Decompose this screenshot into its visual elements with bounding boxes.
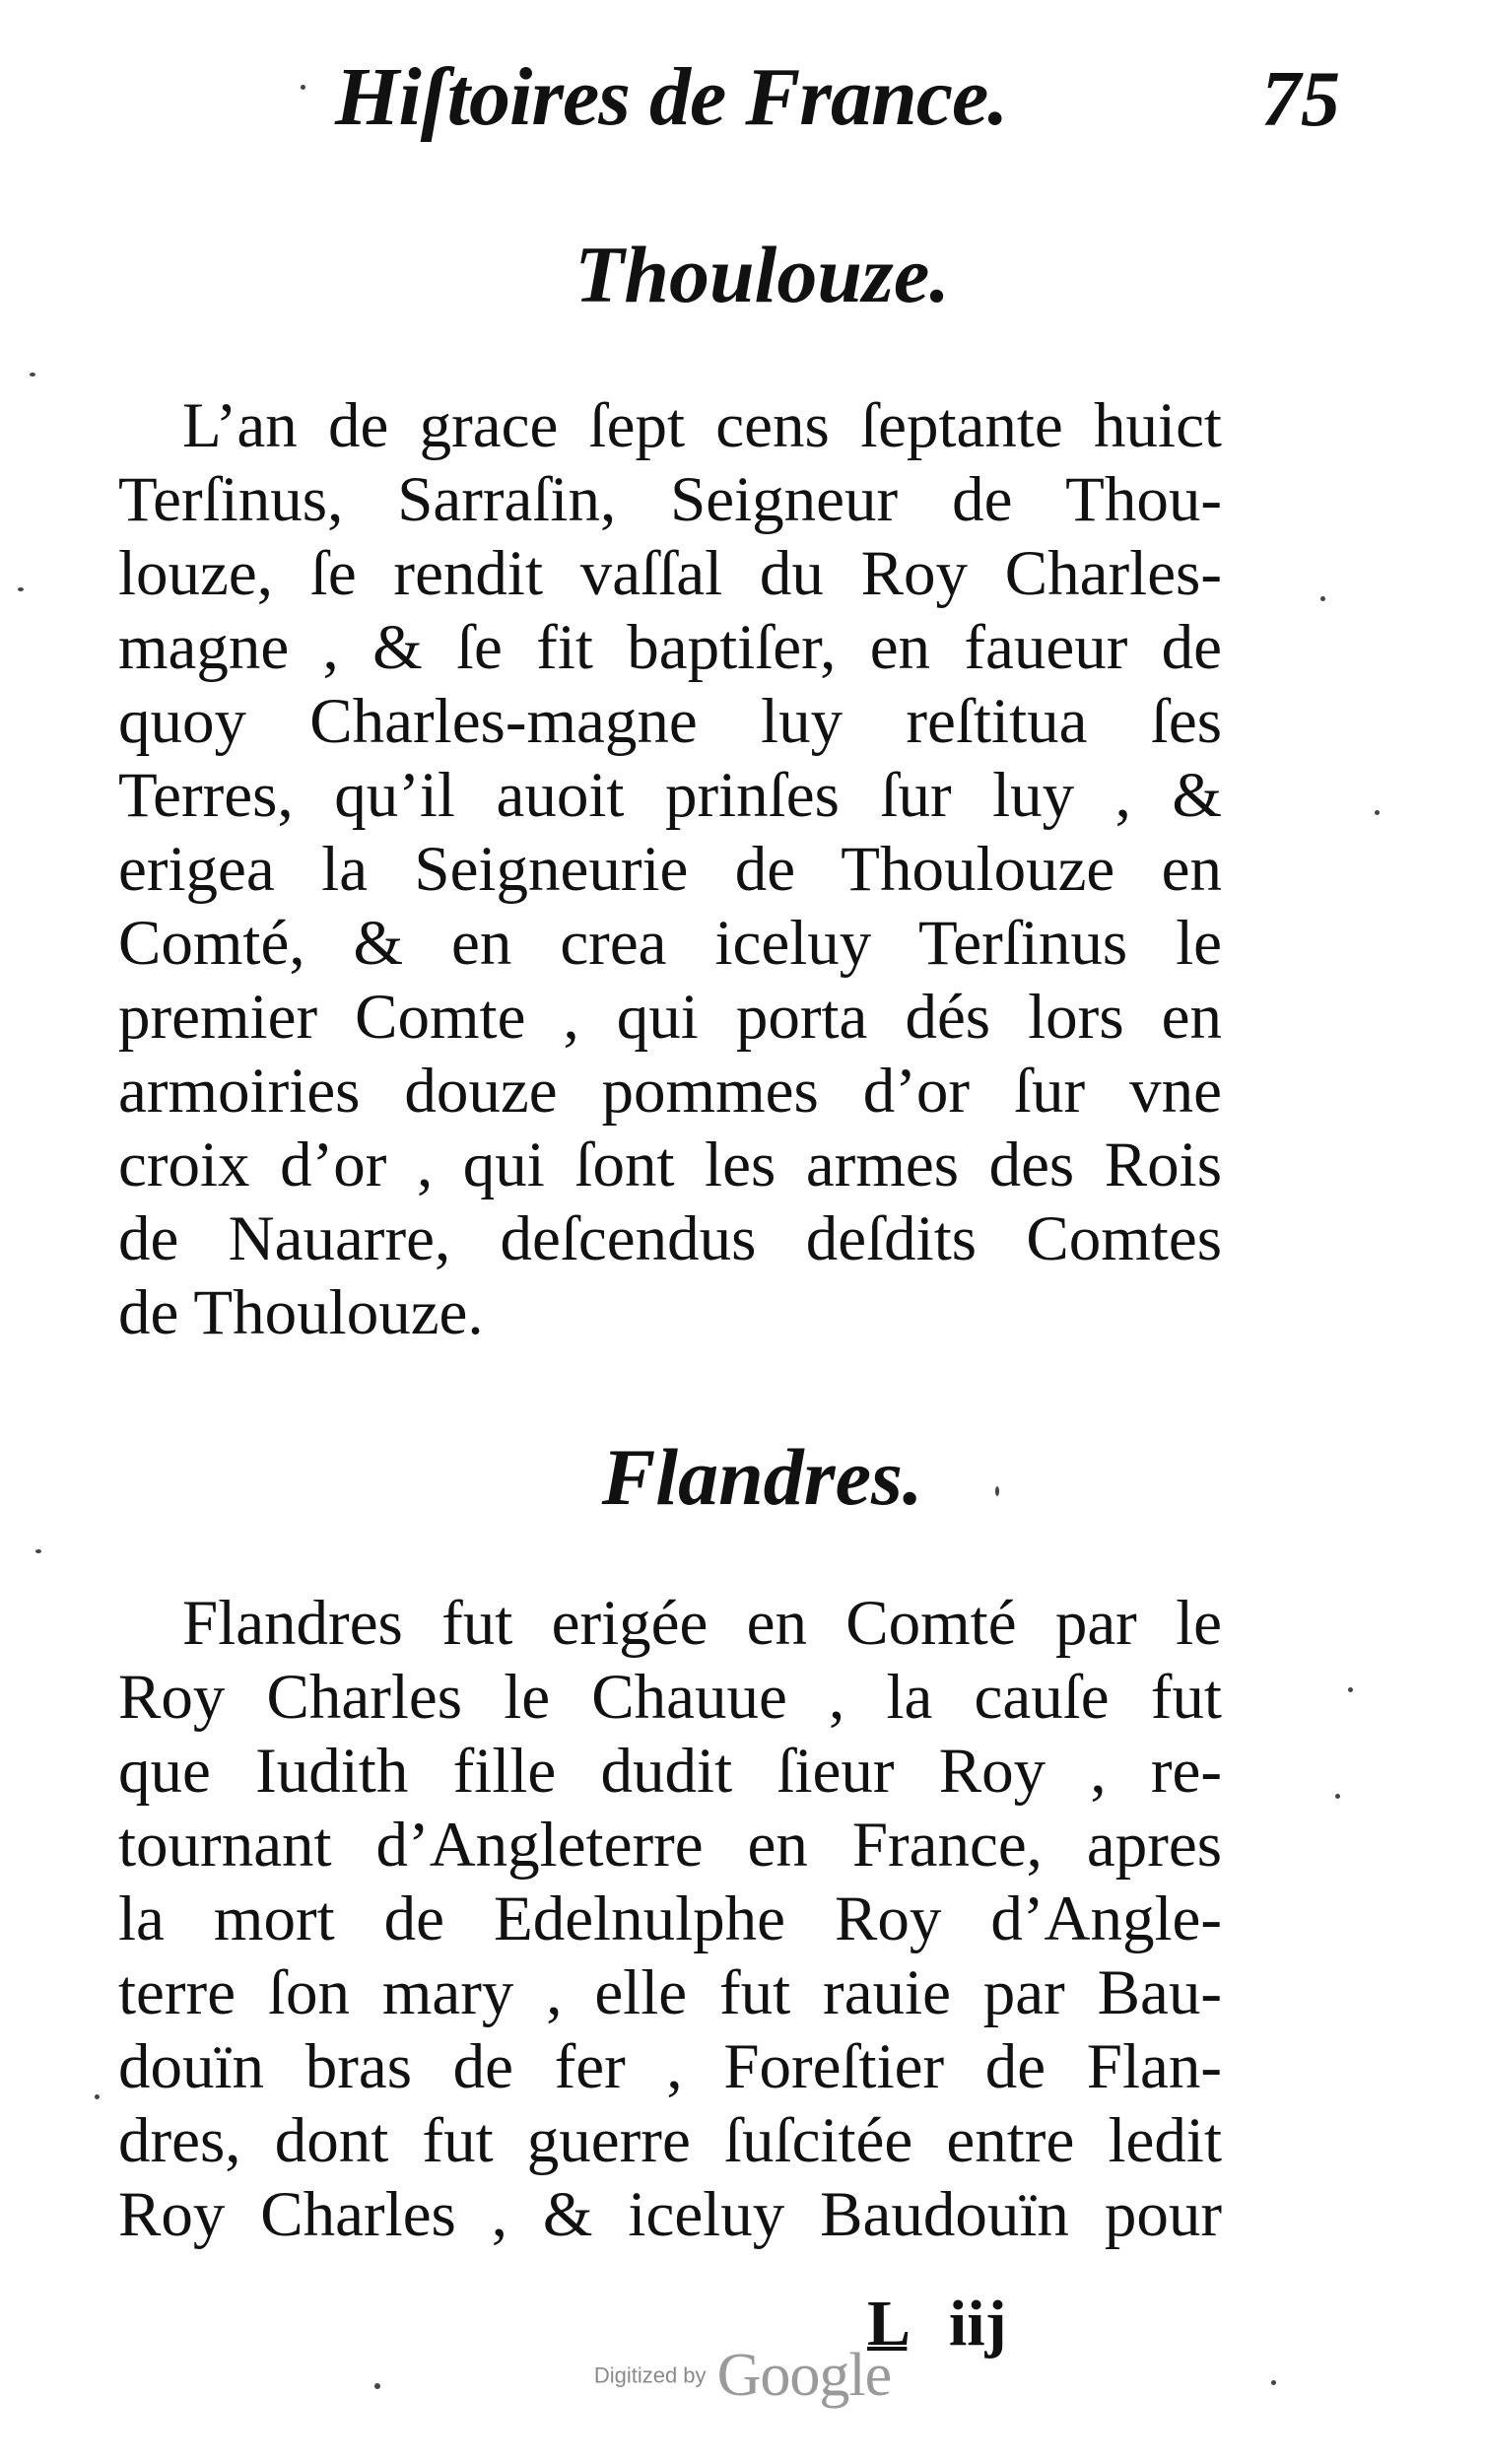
page-number: 75 xyxy=(1261,56,1340,143)
scan-speck xyxy=(1320,596,1325,601)
running-title: Hiſtoires de France. xyxy=(335,51,1008,143)
scan-speck xyxy=(35,1549,41,1553)
text-line: Flandres fut erigée en Comté par le xyxy=(182,1588,1222,1659)
section-heading-thoulouze: Thoulouze. xyxy=(574,230,950,319)
google-wordmark: Google xyxy=(716,2342,892,2409)
text-line: Terſinus, Sarraſin, Seigneur de Thou- xyxy=(118,464,1222,535)
text-line: quoy Charles-magne luy reſtitua ſes xyxy=(118,686,1222,757)
text-line: premier Comte , qui porta dés lors en xyxy=(118,982,1222,1053)
scan-speck xyxy=(1348,1687,1353,1692)
scan-speck xyxy=(1375,810,1380,815)
section-heading-flandres: Flandres. xyxy=(601,1432,923,1522)
scan-speck xyxy=(30,373,35,376)
text-line: croix d’or , qui ſont les armes des Rois xyxy=(118,1129,1222,1200)
text-line: la mort de Edelnulphe Roy d’Angle- xyxy=(118,1883,1222,1954)
text-line: de Nauarre, deſcendus deſdits Comtes xyxy=(118,1203,1222,1274)
text-line: L’an de grace ſept cens ſeptante huict xyxy=(182,390,1222,461)
text-line: de Thoulouze. xyxy=(118,1277,484,1348)
text-line: Roy Charles le Chauue , la cauſe fut xyxy=(118,1662,1222,1733)
text-line: magne , & ſe fit baptiſer, en faueur de xyxy=(118,612,1222,683)
paragraph-thoulouze xyxy=(118,389,1222,1350)
text-line: douïn bras de fer , Foreſtier de Flan- xyxy=(118,2031,1222,2102)
scan-speck xyxy=(1335,1794,1340,1799)
digitized-by-label: Digitized by xyxy=(593,2362,707,2388)
text-line: louze, ſe rendit vaſſal du Roy Charles- xyxy=(118,538,1222,609)
scan-speck xyxy=(18,587,24,591)
scan-speck xyxy=(95,2094,100,2099)
digitized-by-watermark xyxy=(0,2341,1485,2411)
text-line: erigea la Seigneurie de Thoulouze en xyxy=(118,834,1222,905)
text-line: que Iudith fille dudit ſieur Roy , re- xyxy=(118,1736,1222,1807)
text-line: Roy Charles , & iceluy Baudouïn pour xyxy=(118,2179,1222,2250)
text-line: Terres, qu’il auoit prinſes ſur luy , & xyxy=(118,760,1222,831)
signature-letter: L xyxy=(867,2288,908,2360)
text-line: Comté, & en crea iceluy Terſinus le xyxy=(118,908,1222,979)
scan-speck xyxy=(301,85,305,90)
text-line: tournant d’Angleterre en France, apres xyxy=(118,1810,1222,1881)
text-line: armoiries douze pommes d’or ſur vne xyxy=(118,1056,1222,1127)
signature-number: iij xyxy=(948,2288,1007,2360)
text-line: dres, dont fut guerre ſuſcitée entre ledit xyxy=(118,2105,1222,2176)
text-line: terre ſon mary , elle fut rauie par Bau- xyxy=(118,1957,1222,2028)
running-head xyxy=(335,49,1340,158)
paragraph-flandres xyxy=(118,1587,1222,2252)
